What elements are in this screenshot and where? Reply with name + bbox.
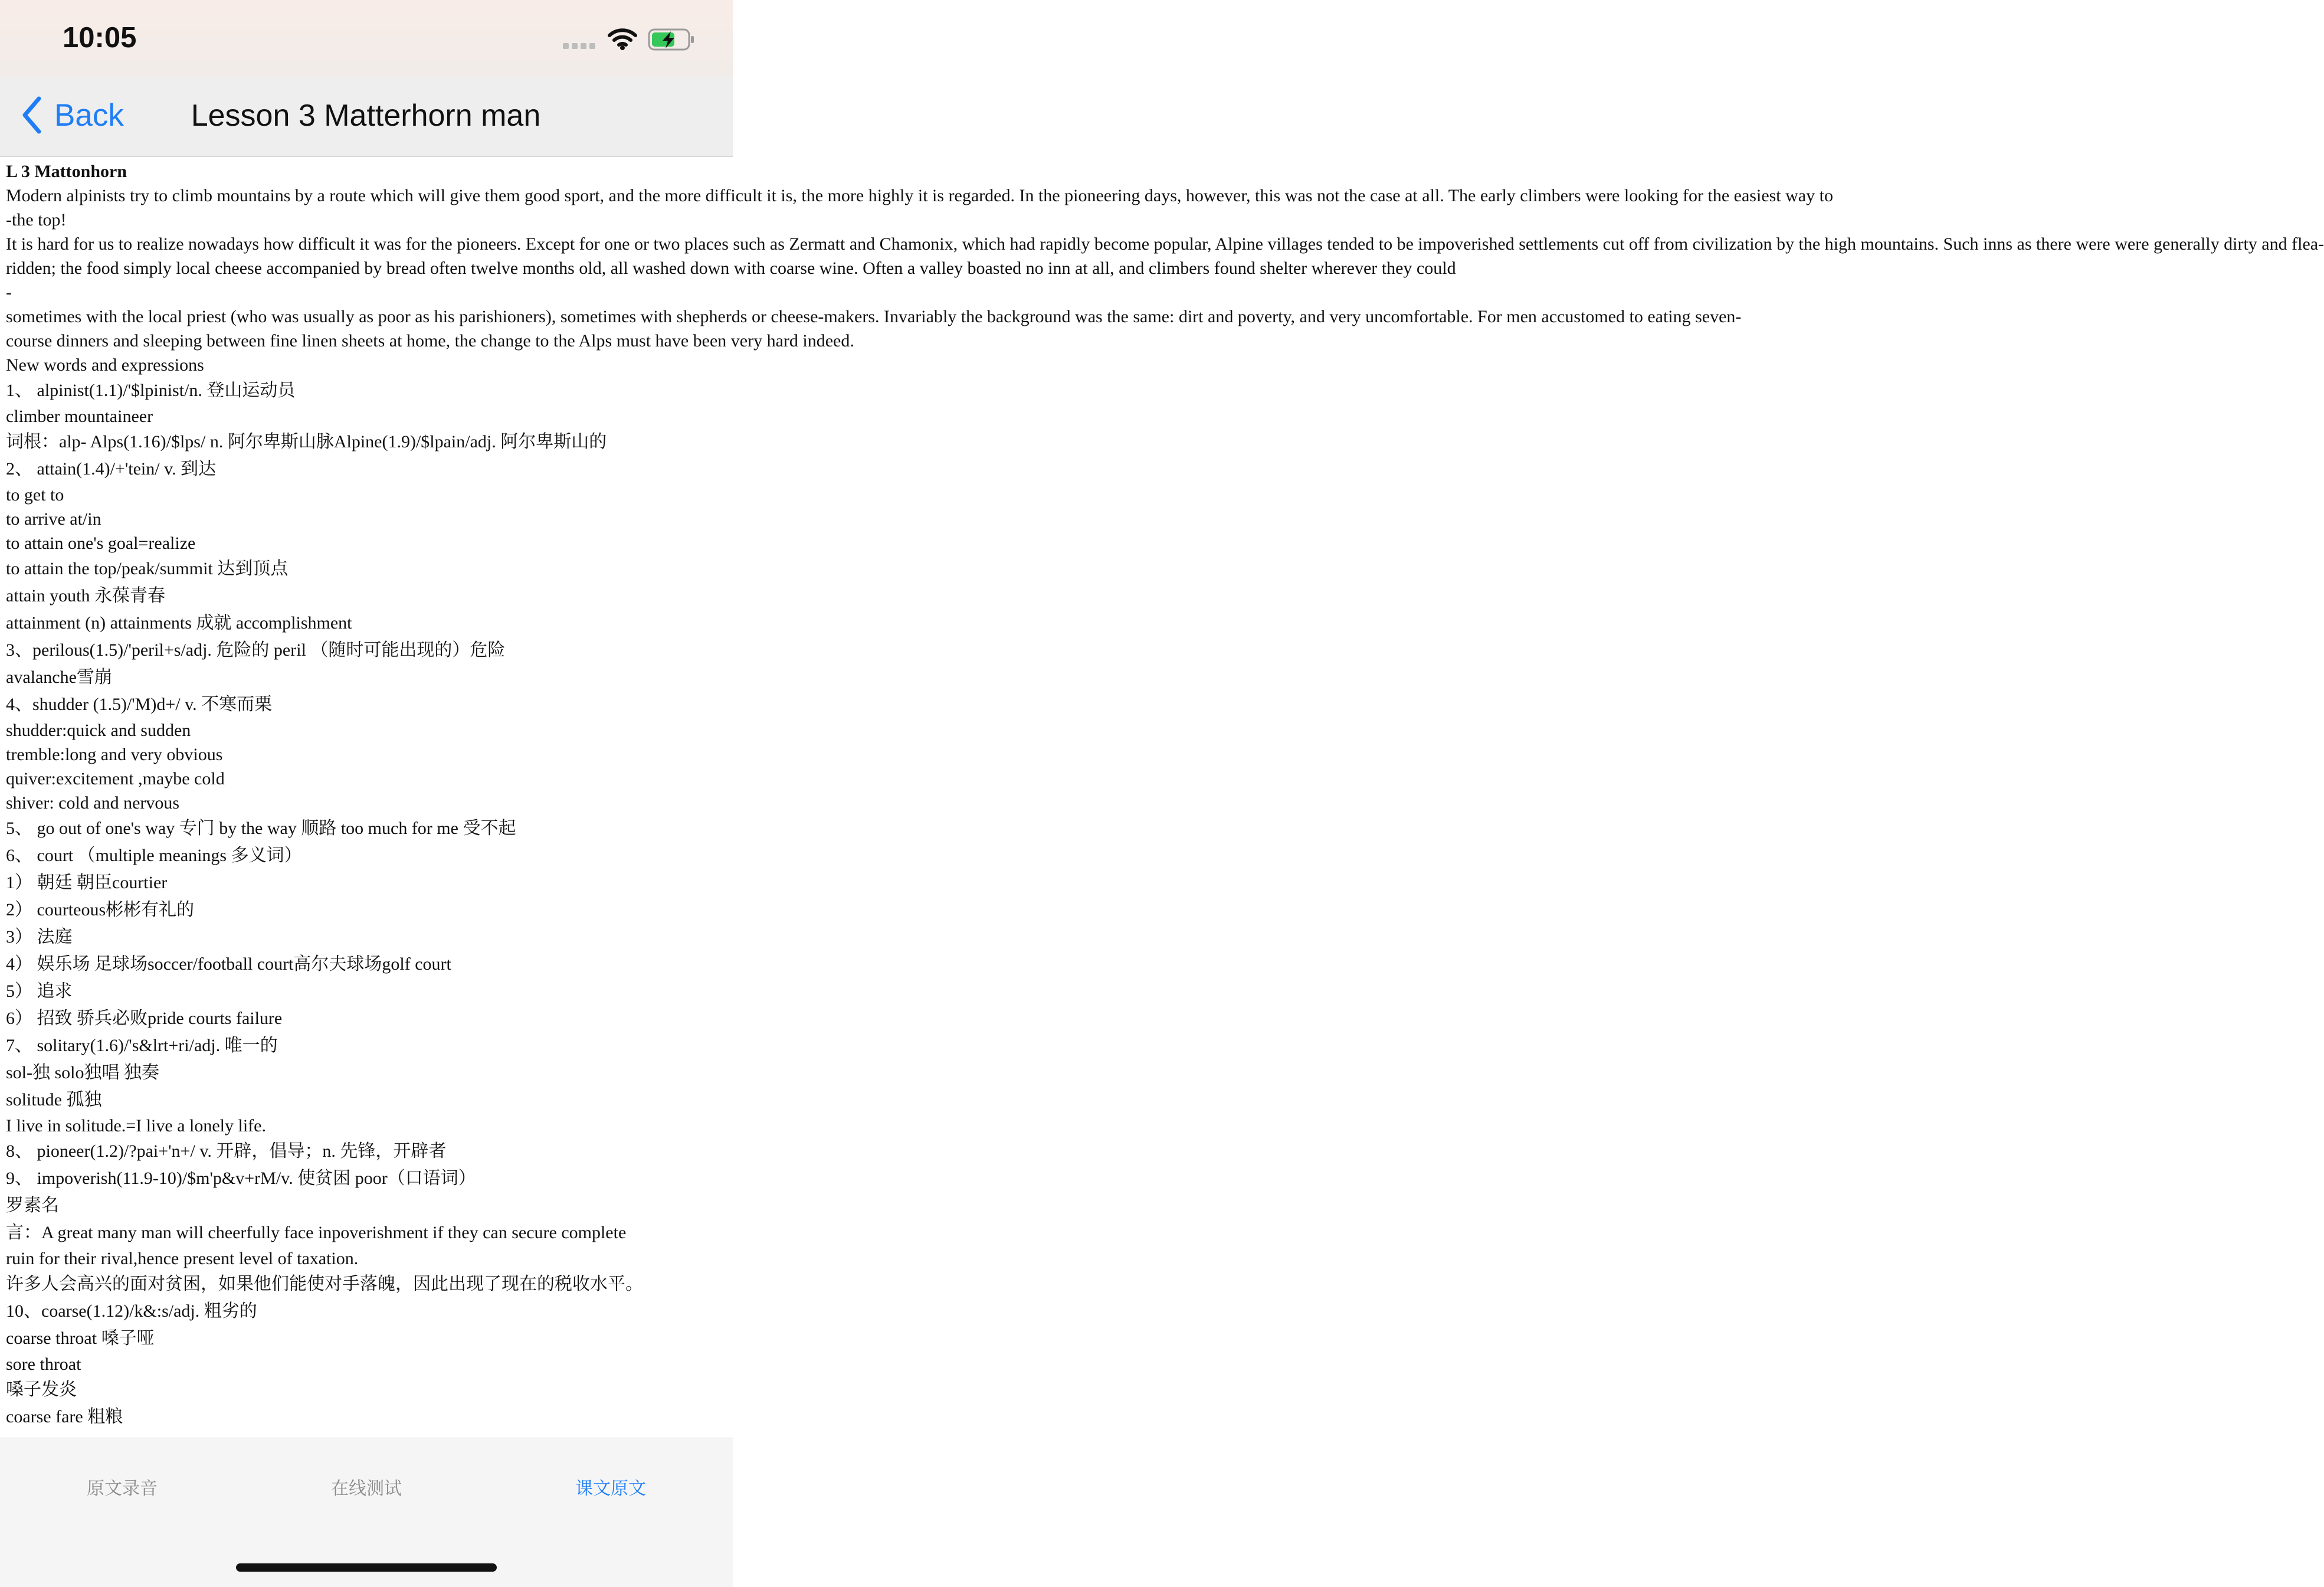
text-line: sore throat bbox=[6, 1354, 81, 1374]
text-line: 2、 attain(1.4)/+'tein/ v. 到达 bbox=[6, 459, 217, 479]
text-line: 1、 alpinist(1.1)/'$lpinist/n. 登山运动员 bbox=[6, 381, 296, 400]
text-line: to arrive at/in bbox=[6, 509, 101, 529]
battery-charging-icon bbox=[648, 28, 695, 52]
status-time: 10:05 bbox=[63, 22, 137, 54]
text-line: It is hard for us to realize nowadays how difficult it was for the pioneers. Except for one or two places such as Zermatt and Chamonix, which had rapidly become popular, Alpine villages tended to be impoverished settlements cut off from civilization by the high mountains. Such inns as there were were generally dirty and flea- bbox=[6, 234, 2324, 254]
text-line: -the top! bbox=[6, 210, 67, 230]
text-line: to attain the top/peak/summit 达到顶点 bbox=[6, 559, 289, 578]
text-line: ruin for their rival,hence present level of taxation. bbox=[6, 1249, 359, 1268]
back-label: Back bbox=[54, 97, 124, 133]
text-line: avalanche雪崩 bbox=[6, 667, 112, 687]
text-line: 2） courteous彬彬有礼的 bbox=[6, 900, 195, 920]
tab-audio[interactable]: 原文录音 bbox=[87, 1479, 158, 1498]
nav-bar bbox=[0, 77, 733, 157]
text-line: 7、 solitary(1.6)/'s&lrt+ri/adj. 唯一的 bbox=[6, 1036, 278, 1055]
text-line: 3） 法庭 bbox=[6, 927, 73, 947]
chevron-left-icon bbox=[20, 96, 44, 135]
text-line: 罗素名 bbox=[6, 1196, 59, 1215]
text-line: 嗓子发炎 bbox=[6, 1380, 77, 1399]
text-line: Modern alpinists try to climb mountains by a route which will give them good sport, and the more difficult it is, the more highly it is regarded. In the pioneering days, however, this was not the case at all. The early climbers were looking for the easiest way to bbox=[6, 186, 1833, 205]
page-title: Lesson 3 Matterhorn man bbox=[191, 99, 541, 133]
text-line: sol-独 solo独唱 独奏 bbox=[6, 1063, 160, 1082]
text-line: 9、 impoverish(11.9-10)/$m'p&v+rM/v. 使贫困 poor（口语词） bbox=[6, 1169, 476, 1188]
text-line: tremble:long and very obvious bbox=[6, 745, 223, 764]
text-line: 6、 court （multiple meanings 多义词） bbox=[6, 846, 302, 865]
home-indicator[interactable] bbox=[236, 1563, 497, 1572]
text-line: 10、coarse(1.12)/k&:s/adj. 粗劣的 bbox=[6, 1301, 257, 1321]
text-line: 许多人会高兴的面对贫困，如果他们能使对手落魄，因此出现了现在的税收水平。 bbox=[6, 1274, 643, 1294]
text-line: 3、perilous(1.5)/'peril+s/adj. 危险的 peril （随时可能出现的）危险 bbox=[6, 640, 506, 660]
text-line: 词根：alp- Alps(1.16)/$lps/ n. 阿尔卑斯山脉Alpine(1.9)/$lpain/adj. 阿尔卑斯山的 bbox=[6, 432, 607, 451]
text-line: 8、 pioneer(1.2)/?pai+'n+/ v. 开辟，倡导；n. 先锋，开辟者 bbox=[6, 1141, 447, 1161]
back-button[interactable] bbox=[20, 94, 124, 136]
text-line: New words and expressions bbox=[6, 355, 204, 375]
text-line: solitude 孤独 bbox=[6, 1090, 102, 1110]
text-line: attainment (n) attainments 成就 accomplishment bbox=[6, 613, 352, 633]
text-line: 4） 娱乐场 足球场soccer/football court高尔夫球场golf court bbox=[6, 954, 451, 974]
text-line: 6） 招致 骄兵必败pride courts failure bbox=[6, 1009, 283, 1028]
tab-online-test[interactable]: 在线测试 bbox=[331, 1479, 402, 1498]
text-line: I live in solitude.=I live a lonely life. bbox=[6, 1116, 266, 1136]
text-line: ridden; the food simply local cheese accompanied by bread often twelve months old, all washed down with coarse wine. Often a valley boasted no inn at all, and climbers found shelter wherever they could bbox=[6, 258, 1456, 278]
text-line: to attain one's goal=realize bbox=[6, 534, 196, 553]
status-bar bbox=[0, 0, 733, 77]
text-line: course dinners and sleeping between fine linen sheets at home, the change to the Alps must have been very hard indeed. bbox=[6, 331, 854, 351]
text-line: 5） 追求 bbox=[6, 981, 73, 1001]
text-line: coarse throat 嗓子哑 bbox=[6, 1329, 155, 1348]
text-line: 5、 go out of one's way 专门 by the way 顺路 too much for me 受不起 bbox=[6, 819, 516, 838]
text-line: 言：A great many man will cheerfully face inpoverishment if they can secure complete bbox=[6, 1223, 627, 1242]
text-line: sometimes with the local priest (who was usually as poor as his parishioners), sometimes with shepherds or cheese-makers. Invariably the background was the same: dirt and poverty, and very uncomfortable. For men accustomed to eating seven- bbox=[6, 307, 1742, 326]
text-line: - bbox=[6, 283, 12, 302]
wifi-icon bbox=[608, 27, 637, 51]
text-line: coarse fare 粗粮 bbox=[6, 1407, 123, 1426]
tab-lesson-text[interactable]: 课文原文 bbox=[575, 1479, 646, 1498]
text-line: shiver: cold and nervous bbox=[6, 793, 180, 813]
lesson-text[interactable] bbox=[6, 159, 2324, 1438]
text-line: 4、shudder (1.5)/'M)d+/ v. 不寒而栗 bbox=[6, 695, 273, 714]
lesson-heading: L 3 Mattonhorn bbox=[6, 162, 127, 181]
text-line: climber mountaineer bbox=[6, 407, 153, 426]
text-line: to get to bbox=[6, 485, 64, 505]
text-line: attain youth 永葆青春 bbox=[6, 586, 165, 606]
text-line: 1） 朝廷 朝臣courtier bbox=[6, 873, 168, 892]
text-line: shudder:quick and sudden bbox=[6, 721, 191, 740]
signal-icon bbox=[563, 42, 596, 50]
text-line: quiver:excitement ,maybe cold bbox=[6, 769, 225, 788]
